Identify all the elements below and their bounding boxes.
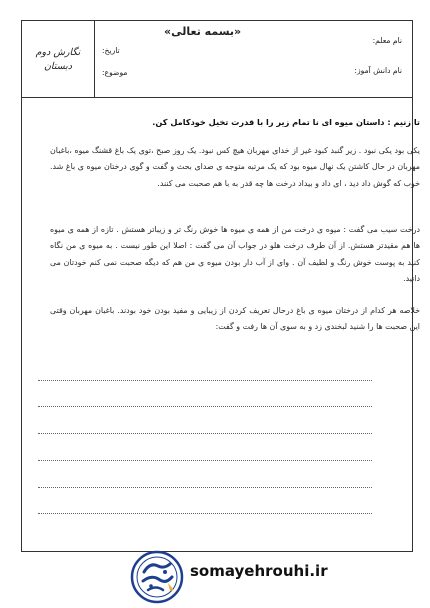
subject-title-line2: دبستان [43, 60, 73, 72]
instruction-text: تا زنیم : داستان میوه ای نا تمام زیر را با قدرت تخیل خودکامل کن. [152, 117, 420, 127]
answer-line[interactable] [38, 513, 372, 514]
subject-title-box [22, 21, 95, 98]
student-name-label: نام دانش آموز: [354, 66, 402, 75]
website-url[interactable]: somayehrouhi.ir [190, 562, 328, 580]
teacher-name-label: نام معلم: [372, 36, 402, 45]
answer-line[interactable] [38, 380, 372, 381]
story-paragraph-3: خلاصه هر کدام از درختان میوه ی باغ درحال تعریف کردن از زیبایی و مفید بودن خود بودند. باغبان مهربان وقتی این صحبت ها را شنید لبخندی زد و به سوی آن ها رفت و گفت: [50, 306, 420, 332]
somayeh-rouhi-logo-icon [130, 550, 184, 604]
bismillah-heading: «بسمه تعالی» [164, 25, 242, 38]
story-paragraph-2: درخت سیب می گفت : میوه ی درخت من از همه ی میوه ها خوش رنگ تر و زیباتر هستش . تازه از همه ی میوه ها هم مقیدتر هستش. از آن طرف درخت هلو در جواب آن می گفت : اصلا این طور نیست . به میوه ی من نگاه کنید به پوست خوش رنگ و لطیف آن . وای از آب دار بودن میوه ی من هم که دیگه صحبت نمی کنم خودتان می دانید. [50, 225, 420, 284]
subject-label: موضوع: [102, 68, 128, 77]
date-label: تاریخ: [102, 46, 120, 55]
subject-title-line1: نگارش دوم [35, 46, 81, 58]
story-paragraph-1: یکی بود یکی نبود . زیر گنبد کبود غیر از خدای مهربان هیچ کس نبود. یک روز صبح ،توی یک باغ قشنگ میوه ،باغبان مهربان در حال کاشتن یک نهال میوه بود که یک مرتبه متوجه ی صدای بحث و گفت و گوی درختان میوه ی باغ شد. خوب که گوش داد دید ، ای داد و بیداد درخت ها چه قدر به با هم صحبت می کنند. [50, 146, 420, 188]
answer-line[interactable] [38, 433, 372, 434]
worksheet-header [22, 21, 412, 98]
answer-line[interactable] [38, 487, 372, 488]
answer-line[interactable] [38, 460, 372, 461]
answer-line[interactable] [38, 406, 372, 407]
